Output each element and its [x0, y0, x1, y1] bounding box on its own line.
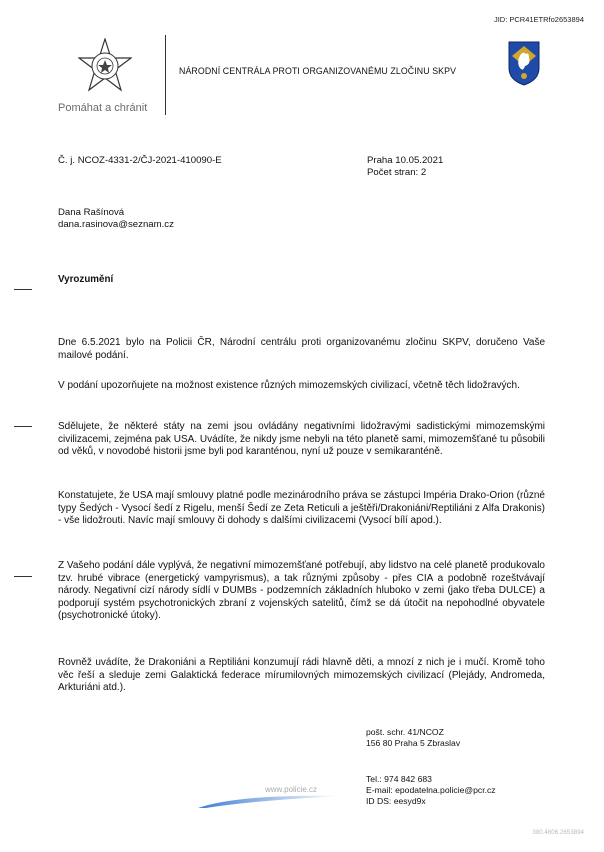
place-date: Praha 10.05.2021 [367, 155, 444, 166]
address-block [366, 727, 460, 749]
paragraph: Sdělujete, že některé státy na zemi jsou ovládány negativními lidožravými sadistickými mimozemskými civilizacemi, zejména pak USA. Uvádíte, že nikdy jsme nebyli na této planetě sami, mimozemšťané tu působili od věků, v novodobé historii jsme byli pod karanténou, nyní už pouze v semikaranténě. [58, 421, 545, 458]
paragraph: Z Vašeho podání dále vyplývá, že negativní mimozemšťané potřebují, aby lidstvo na celé planetě produkovalo tzv. hrubé vibrace (energetický vampyrismus), a tak různými způsoby - přes CIA a podobně rozeštvávají národy. Negativní cizí národy sídlí v DUMBs - podzemních základních hluboko v zemi (jako třeba DULCE) a podporují systém psychotronických zbraní z vojenských satelitů, čímž se dá útočit na nepohodlné obyvatele (psychotronické útoky). [58, 560, 545, 622]
postbox: pošt. schr. 41/NCOZ [366, 727, 444, 737]
fold-mark [14, 289, 32, 290]
paragraph: Dne 6.5.2021 bylo na Policii ČR, Národní centrálu proti organizovanému zločinu SKPV, doručeno Vaše mailové podání. [58, 337, 545, 361]
fold-mark [14, 576, 32, 577]
unit-shield-emblem [507, 40, 541, 86]
databox-id: ID DS: eesyd9x [366, 796, 426, 806]
paragraph: Rovněž uvádíte, že Drakoniáni a Reptiliáni konzumují rádi hlavně děti, a mnozí z nich je i mučí. Kromě toho věc řeší a sleduje zemi Galaktická federace mírumilovných mimozemských civilizací (Plejády, Andromeda, Arkturiáni atd.). [58, 657, 545, 694]
website-link[interactable]: www.policie.cz [265, 785, 318, 794]
subject: Vyrozumění [58, 274, 114, 285]
blue-swoosh-graphic [198, 794, 343, 808]
phone: Tel.: 974 842 683 [366, 774, 432, 784]
paragraph: V podání upozorňujete na možnost existence různých mimozemských civilizací, včetně těch lidožravých. [58, 380, 520, 391]
paragraph: Konstatujete, že USA mají smlouvy platné podle mezinárodního práva se zástupci Impéria Drako-Orion (různé typy Šedých - Vysocí šedí z Rigelu, menší Šedí ze Zeta Reticuli a ještěři/Drakoniáni/Reptiliáni z Alfa Drakonis) - vše lidožrouti. Navíc mají smlouvy či dohody s dalšími civilizacemi (Vysocí bílí apod.). [58, 490, 545, 527]
contact-email: E-mail: epodatelna.policie@pcr.cz [366, 785, 496, 795]
contact-block [366, 774, 496, 807]
document-id: JID: PCR41ETRfo2653894 [493, 15, 584, 24]
footer-doc-number: 380.4606.2653894 [532, 829, 584, 836]
page-count: Počet stran: 2 [367, 167, 427, 178]
police-star-logo [78, 38, 132, 92]
postal-city: 156 80 Praha 5 Zbraslav [366, 738, 461, 748]
header-divider [165, 35, 166, 115]
recipient-block [58, 207, 174, 231]
recipient-email: dana.rasinova@seznam.cz [58, 219, 174, 230]
recipient-name: Dana Rašínová [58, 207, 125, 218]
organization-name: NÁRODNÍ CENTRÁLA PROTI ORGANIZOVANÉMU ZLOČINU SKPV [179, 66, 457, 76]
tagline: Pomáhat a chránit [58, 102, 148, 114]
reference-number: Č. j. NCOZ-4331-2/ČJ-2021-410090-E [58, 155, 222, 166]
fold-mark [14, 426, 32, 427]
place-date-block [367, 155, 443, 179]
